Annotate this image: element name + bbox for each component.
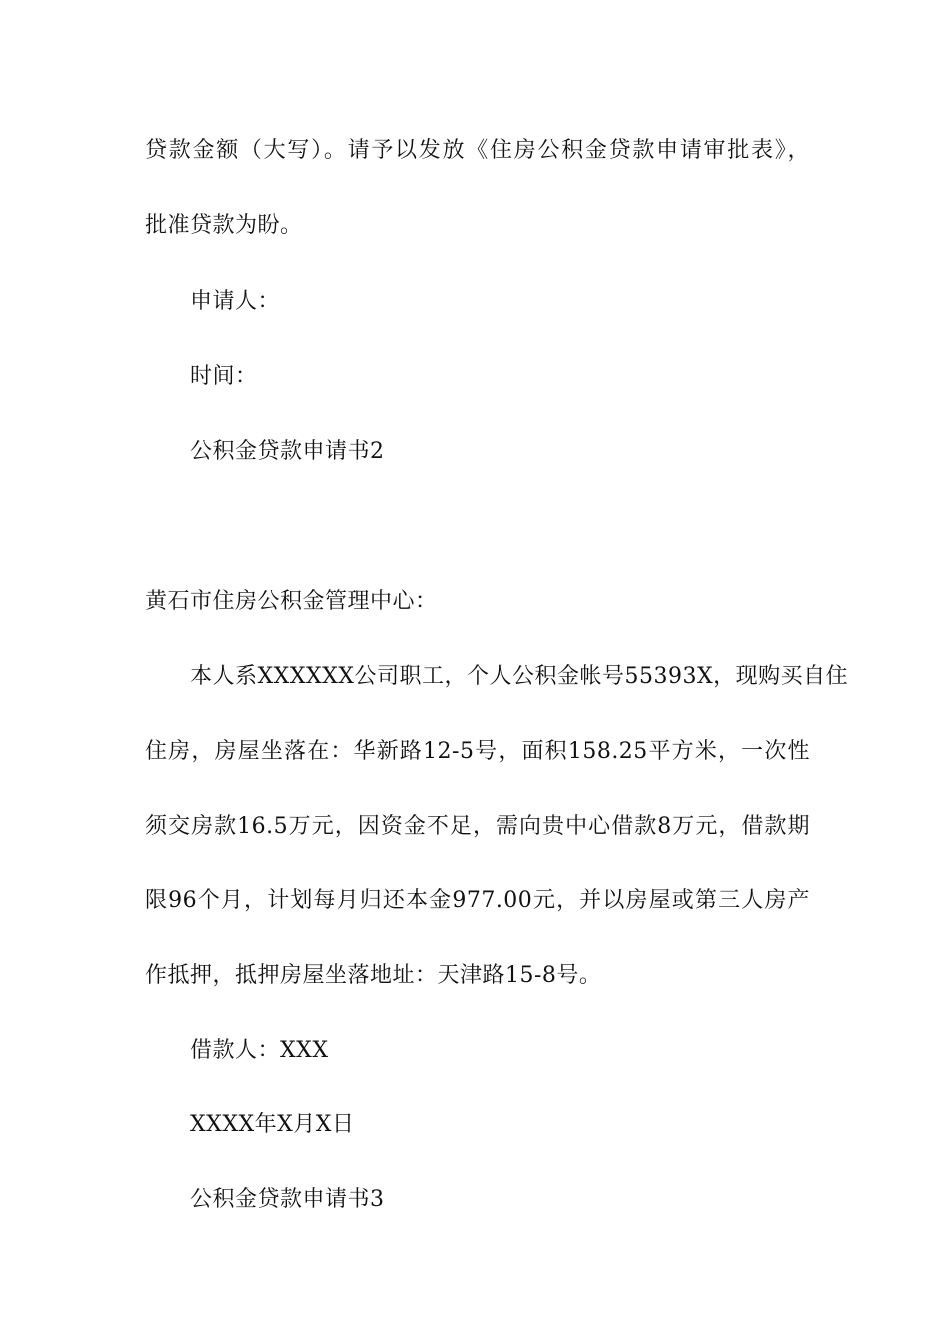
section-title-2: 公积金贷款申请书2	[190, 439, 385, 464]
body-line-5: 作抵押，抵押房屋坐落地址：天津路15-8号。	[145, 963, 602, 988]
paragraph-line-loan-amount: 贷款金额（大写）。请予以发放《住房公积金贷款申请审批表》，	[145, 138, 810, 163]
body-line-3: 须交房款16.5万元，因资金不足，需向贵中心借款8万元，借款期	[145, 814, 810, 839]
body-line-1: 本人系XXXXXX公司职工，个人公积金帐号55393X，现购买自住	[190, 664, 849, 689]
time-label: 时间：	[190, 364, 258, 389]
applicant-label: 申请人：	[190, 289, 281, 314]
section-title-3: 公积金贷款申请书3	[190, 1187, 385, 1212]
body-line-4: 限96个月，计划每月归还本金977.00元，并以房屋或第三人房产	[145, 888, 810, 913]
recipient-line: 黄石市住房公积金管理中心：	[145, 589, 438, 614]
paragraph-line-approval: 批准贷款为盼。	[145, 213, 303, 238]
borrower-label: 借款人：XXX	[190, 1038, 329, 1063]
date-line: XXXX年X月X日	[190, 1112, 355, 1137]
body-line-2: 住房，房屋坐落在：华新路12-5号，面积158.25平方米，一次性	[145, 739, 810, 764]
